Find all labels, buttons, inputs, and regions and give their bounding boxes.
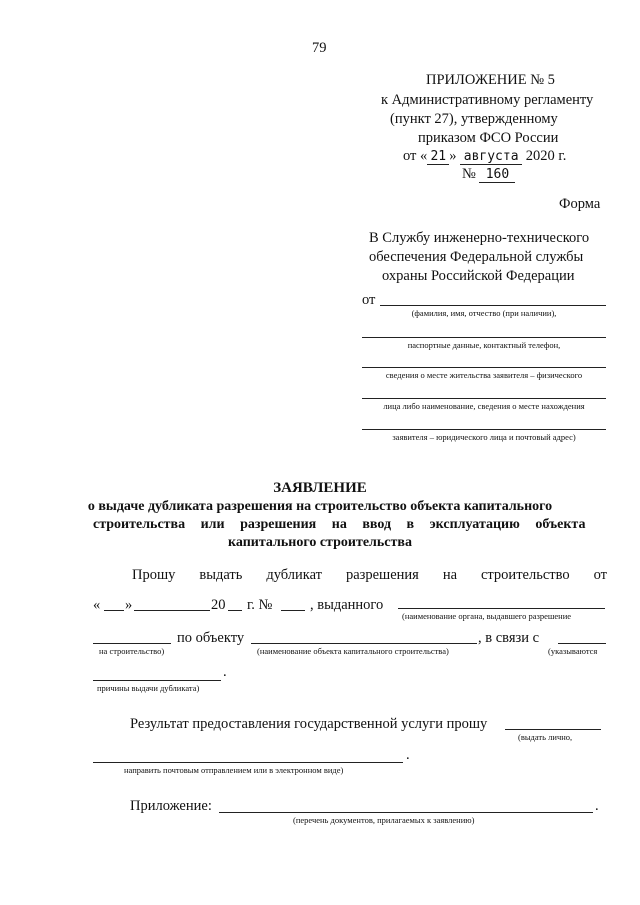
appendix-line3: приказом ФСО России bbox=[418, 130, 559, 146]
appendix-date bbox=[403, 148, 566, 165]
appendix-line1: к Административному регламенту bbox=[381, 92, 594, 108]
due-to-label: , в связи с bbox=[478, 630, 540, 646]
appendix-title: ПРИЛОЖЕНИЕ № 5 bbox=[426, 72, 555, 88]
date-day: 21 bbox=[427, 149, 449, 165]
body-word-2: выдать bbox=[199, 567, 243, 583]
date-mid: » bbox=[449, 148, 457, 164]
body-word-5: на bbox=[442, 567, 458, 583]
result-text: Результат предоставления государственной услуги прошу bbox=[130, 716, 488, 732]
attachment-hint: (перечень документов, прилагаемых к заявлению) bbox=[293, 815, 475, 825]
addressee-line2: обеспечения Федеральной службы bbox=[369, 249, 584, 265]
result-hint-2: направить почтовым отправлением или в электронном виде) bbox=[124, 765, 344, 775]
from-hint-4: лица либо наименование, сведения о месте нахождения bbox=[383, 401, 585, 411]
quote-open: « bbox=[93, 597, 101, 613]
body-word-1: Прошу bbox=[132, 567, 176, 583]
statement-subtitle-1: о выдаче дубликата разрешения на строительство объекта капитального bbox=[87, 499, 553, 514]
day-field[interactable] bbox=[104, 610, 124, 611]
body-word-3: дубликат bbox=[266, 567, 322, 583]
from-label: от bbox=[362, 292, 376, 308]
form-label: Форма bbox=[559, 196, 601, 212]
by-object-label: по объекту bbox=[177, 630, 245, 646]
addressee-line1: В Службу инженерно-технического bbox=[369, 230, 590, 246]
date-month: августа bbox=[460, 149, 522, 165]
date-prefix: от « bbox=[403, 148, 428, 164]
quote-close: » bbox=[125, 597, 133, 613]
year-field[interactable] bbox=[228, 610, 242, 611]
from-line-3[interactable] bbox=[362, 367, 606, 368]
from-hint-1: (фамилия, имя, отчество (при наличии), bbox=[411, 308, 557, 318]
from-hint-2: паспортные данные, контактный телефон, bbox=[407, 340, 561, 350]
construction-field[interactable] bbox=[93, 643, 171, 644]
result-method-field-2[interactable] bbox=[93, 762, 403, 763]
object-name-field[interactable] bbox=[251, 643, 477, 644]
result-method-field[interactable] bbox=[505, 729, 601, 730]
from-line-2[interactable] bbox=[362, 337, 606, 338]
body-word-4: разрешения bbox=[345, 567, 419, 583]
attachment-period: . bbox=[595, 798, 599, 814]
date-year: 2020 г. bbox=[525, 148, 567, 164]
hint-object: (наименование объекта капитального строительства) bbox=[257, 646, 449, 656]
issuing-organ-field[interactable] bbox=[398, 608, 605, 609]
statement-subtitle-2 bbox=[93, 517, 607, 533]
page-number: 79 bbox=[312, 40, 327, 56]
number-label: г. № bbox=[247, 597, 273, 613]
from-line-5[interactable] bbox=[362, 429, 606, 430]
attachment-label: Приложение: bbox=[130, 798, 212, 814]
statement-title: ЗАЯВЛЕНИЕ bbox=[273, 480, 367, 496]
appendix-number bbox=[462, 166, 515, 183]
month-field[interactable] bbox=[134, 610, 210, 611]
reasons-field[interactable] bbox=[93, 680, 221, 681]
hint-construction: на строительство) bbox=[99, 646, 165, 656]
issued-label: , выданного bbox=[310, 597, 384, 613]
from-line-1[interactable] bbox=[380, 305, 606, 306]
permit-number-field[interactable] bbox=[281, 610, 305, 611]
body-word-6: строительство bbox=[480, 567, 570, 583]
reason-field[interactable] bbox=[558, 643, 606, 644]
result-hint-1: (выдать лично, bbox=[518, 732, 573, 742]
from-hint-5: заявителя – юридического лица и почтовый адрес) bbox=[392, 432, 576, 442]
hint-specify: (указываются bbox=[548, 646, 598, 656]
year-prefix: 20 bbox=[211, 597, 226, 613]
statement-subtitle-3: капитального строительства bbox=[228, 535, 412, 550]
number-value: 160 bbox=[479, 167, 515, 183]
appendix-line2: (пункт 27), утвержденному bbox=[390, 111, 558, 127]
statement-subtitle-2-text: строительства или разрешения на ввод в эксплуатацию объекта bbox=[93, 517, 586, 532]
from-line-4[interactable] bbox=[362, 398, 606, 399]
hint-organ: (наименование органа, выдавшего разрешение bbox=[402, 611, 572, 621]
number-prefix: № bbox=[462, 166, 476, 182]
from-hint-3: сведения о месте жительства заявителя – физического bbox=[385, 370, 583, 380]
hint-reasons: причины выдачи дубликата) bbox=[97, 683, 200, 693]
body-line-1 bbox=[132, 567, 607, 584]
reasons-period: . bbox=[223, 664, 227, 680]
result-period: . bbox=[406, 747, 410, 763]
addressee-line3: охраны Российской Федерации bbox=[382, 268, 575, 284]
attachment-field[interactable] bbox=[219, 812, 593, 813]
body-word-7: от bbox=[593, 567, 607, 583]
